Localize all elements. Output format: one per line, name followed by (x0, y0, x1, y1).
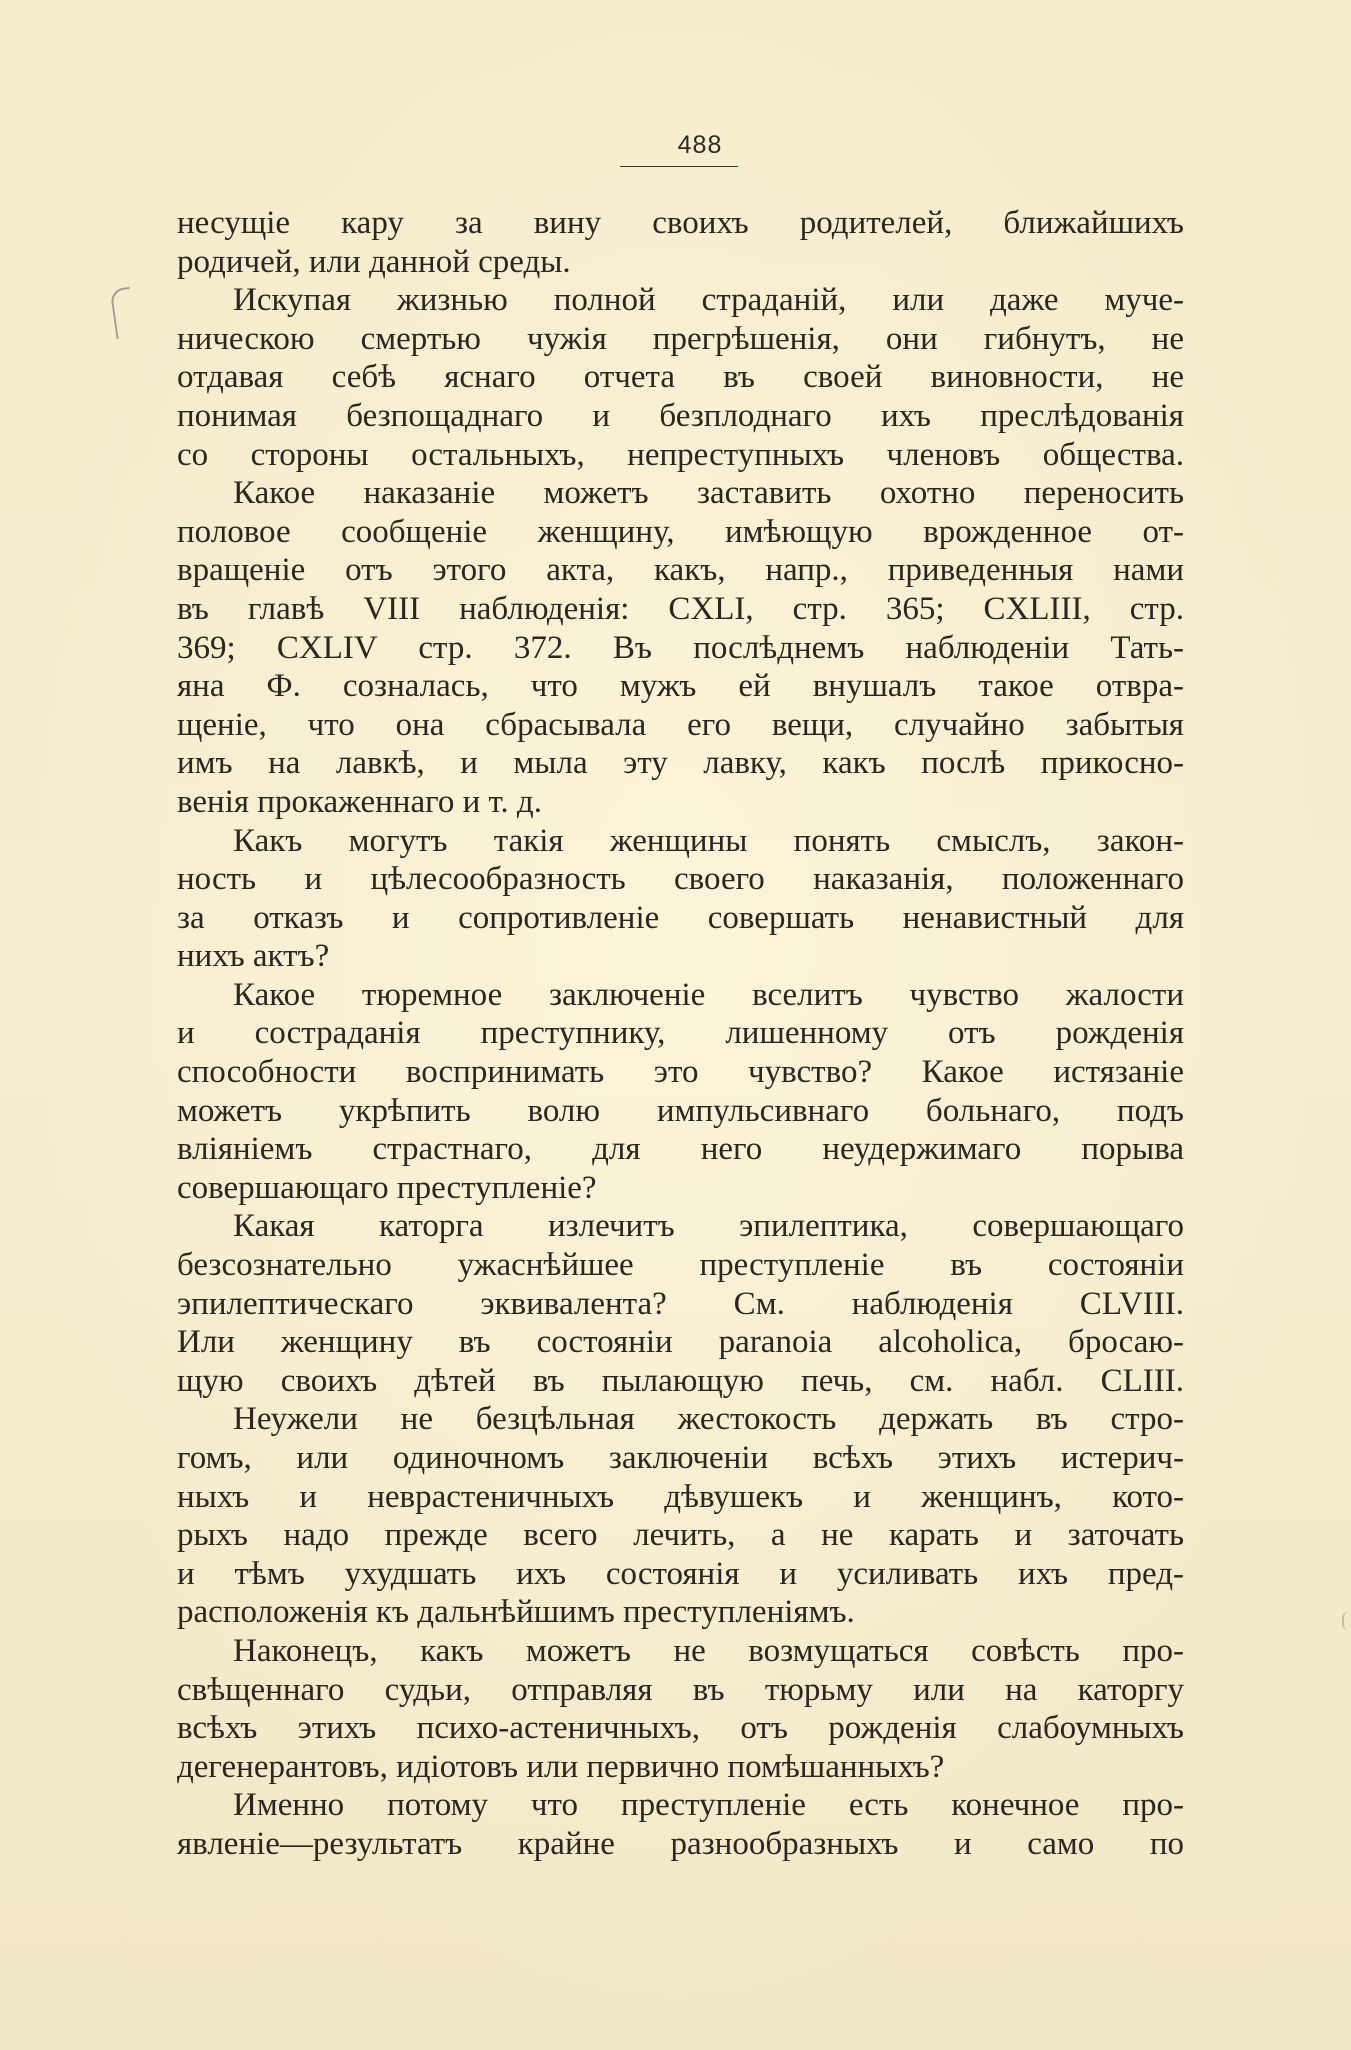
text-line: вліяніемъ страстнаго, для него неудержимаго порыва (177, 1131, 1184, 1168)
text-line: ныхъ и неврастеничныхъ дѣвушекъ и женщинъ, кото- (177, 1478, 1184, 1515)
text-line: способности воспринимать это чувство? Какое истязаніе (177, 1054, 1184, 1091)
text-line: свѣщеннаго судьи, отправляя въ тюрьму или на каторгу (177, 1671, 1184, 1708)
text-line: щую своихъ дѣтей въ пылающую печь, см. набл. CLIII. (177, 1362, 1184, 1399)
text-line: совершающаго преступленіе? (177, 1169, 597, 1206)
text-line: понимая безпощаднаго и безплоднаго ихъ преслѣдованія (177, 397, 1184, 434)
text-line: ность и цѣлесообразность своего наказанія, положеннаго (177, 861, 1184, 898)
text-line: Какое наказаніе можетъ заставить охотно переносить (233, 475, 1184, 512)
text-line: Именно потому что преступленіе есть конечное про- (233, 1787, 1184, 1824)
text-line: Наконецъ, какъ можетъ не возмущаться совѣсть про- (233, 1632, 1184, 1669)
text-line: отдавая себѣ яснаго отчета въ своей виновности, не (177, 359, 1184, 396)
text-line: всѣхъ этихъ психо-астеничныхъ, отъ рожденія слабоумныхъ (177, 1710, 1184, 1747)
text-line: въ главѣ VIII наблюденія: CXLI, стр. 365; CXLIII, стр. (177, 590, 1184, 627)
text-line: несущіе кару за вину своихъ родителей, ближайшихъ (177, 205, 1184, 241)
margin-pencil-mark (110, 287, 137, 339)
text-line: нихъ актъ? (177, 938, 330, 975)
text-line: за отказъ и сопротивленіе совершать ненавистный для (177, 899, 1184, 936)
body-text (177, 204, 1184, 1864)
page-number: 488 (677, 131, 723, 159)
text-line: Какое тюремное заключеніе вселитъ чувство жалости (233, 976, 1184, 1013)
text-line: половое сообщеніе женщину, имѣющую врожденное от- (177, 513, 1184, 550)
text-line: можетъ укрѣпить волю импульсивнаго больнаго, подъ (177, 1092, 1184, 1129)
text-line: расположенія къ дальнѣйшимъ преступленіямъ. (177, 1594, 855, 1631)
text-line: 369; CXLIV стр. 372. Въ послѣднемъ наблюденіи Тать- (177, 629, 1184, 666)
text-line: и тѣмъ ухудшать ихъ состоянія и усиливать ихъ пред- (177, 1555, 1184, 1592)
text-line: рыхъ надо прежде всего лечить, а не карать и заточать (177, 1517, 1184, 1554)
text-line: Неужели не безцѣльная жестокость держать въ стро- (233, 1401, 1184, 1438)
text-line: явленіе—результатъ крайне разнообразныхъ и само по (177, 1825, 1184, 1862)
text-line: безсознательно ужаснѣйшее преступленіе въ состояніи (177, 1247, 1184, 1284)
text-line: Какъ могутъ такія женщины понять смыслъ, закон- (233, 822, 1184, 859)
text-line: со стороны остальныхъ, непреступныхъ членовъ общества. (177, 436, 1184, 473)
text-line: имъ на лавкѣ, и мыла эту лавку, какъ послѣ прикосно- (177, 745, 1184, 782)
text-line: щеніе, что она сбрасывала его вещи, случайно забытыя (177, 706, 1184, 743)
text-line: дегенерантовъ, идіотовъ или первично помѣшанныхъ? (177, 1748, 945, 1785)
text-line: Искупая жизнью полной страданій, или даже муче- (233, 282, 1184, 319)
text-line: эпилептическаго эквивалента? См. наблюденія CLVIII. (177, 1285, 1184, 1322)
text-line: вращеніе отъ этого акта, какъ, напр., приведенныя нами (177, 552, 1184, 589)
text-line: Или женщину въ состояніи paranoia alcoholica, бросаю- (177, 1324, 1184, 1361)
text-line: ническою смертью чужія прегрѣшенія, они гибнутъ, не (177, 320, 1184, 357)
page-edge-mark (1342, 1612, 1350, 1630)
text-line: и состраданія преступнику, лишенному отъ рожденія (177, 1015, 1184, 1052)
page-number-rule (620, 166, 738, 167)
text-line: яна Ф. созналась, что мужъ ей внушалъ такое отвра- (177, 668, 1184, 705)
text-line: венія прокаженнаго и т. д. (177, 783, 542, 820)
text-line: Какая каторга излечитъ эпилептика, совершающаго (233, 1208, 1184, 1245)
text-line: родичей, или данной среды. (177, 243, 571, 280)
text-line: гомъ, или одиночномъ заключеніи всѣхъ этихъ истерич- (177, 1440, 1184, 1476)
